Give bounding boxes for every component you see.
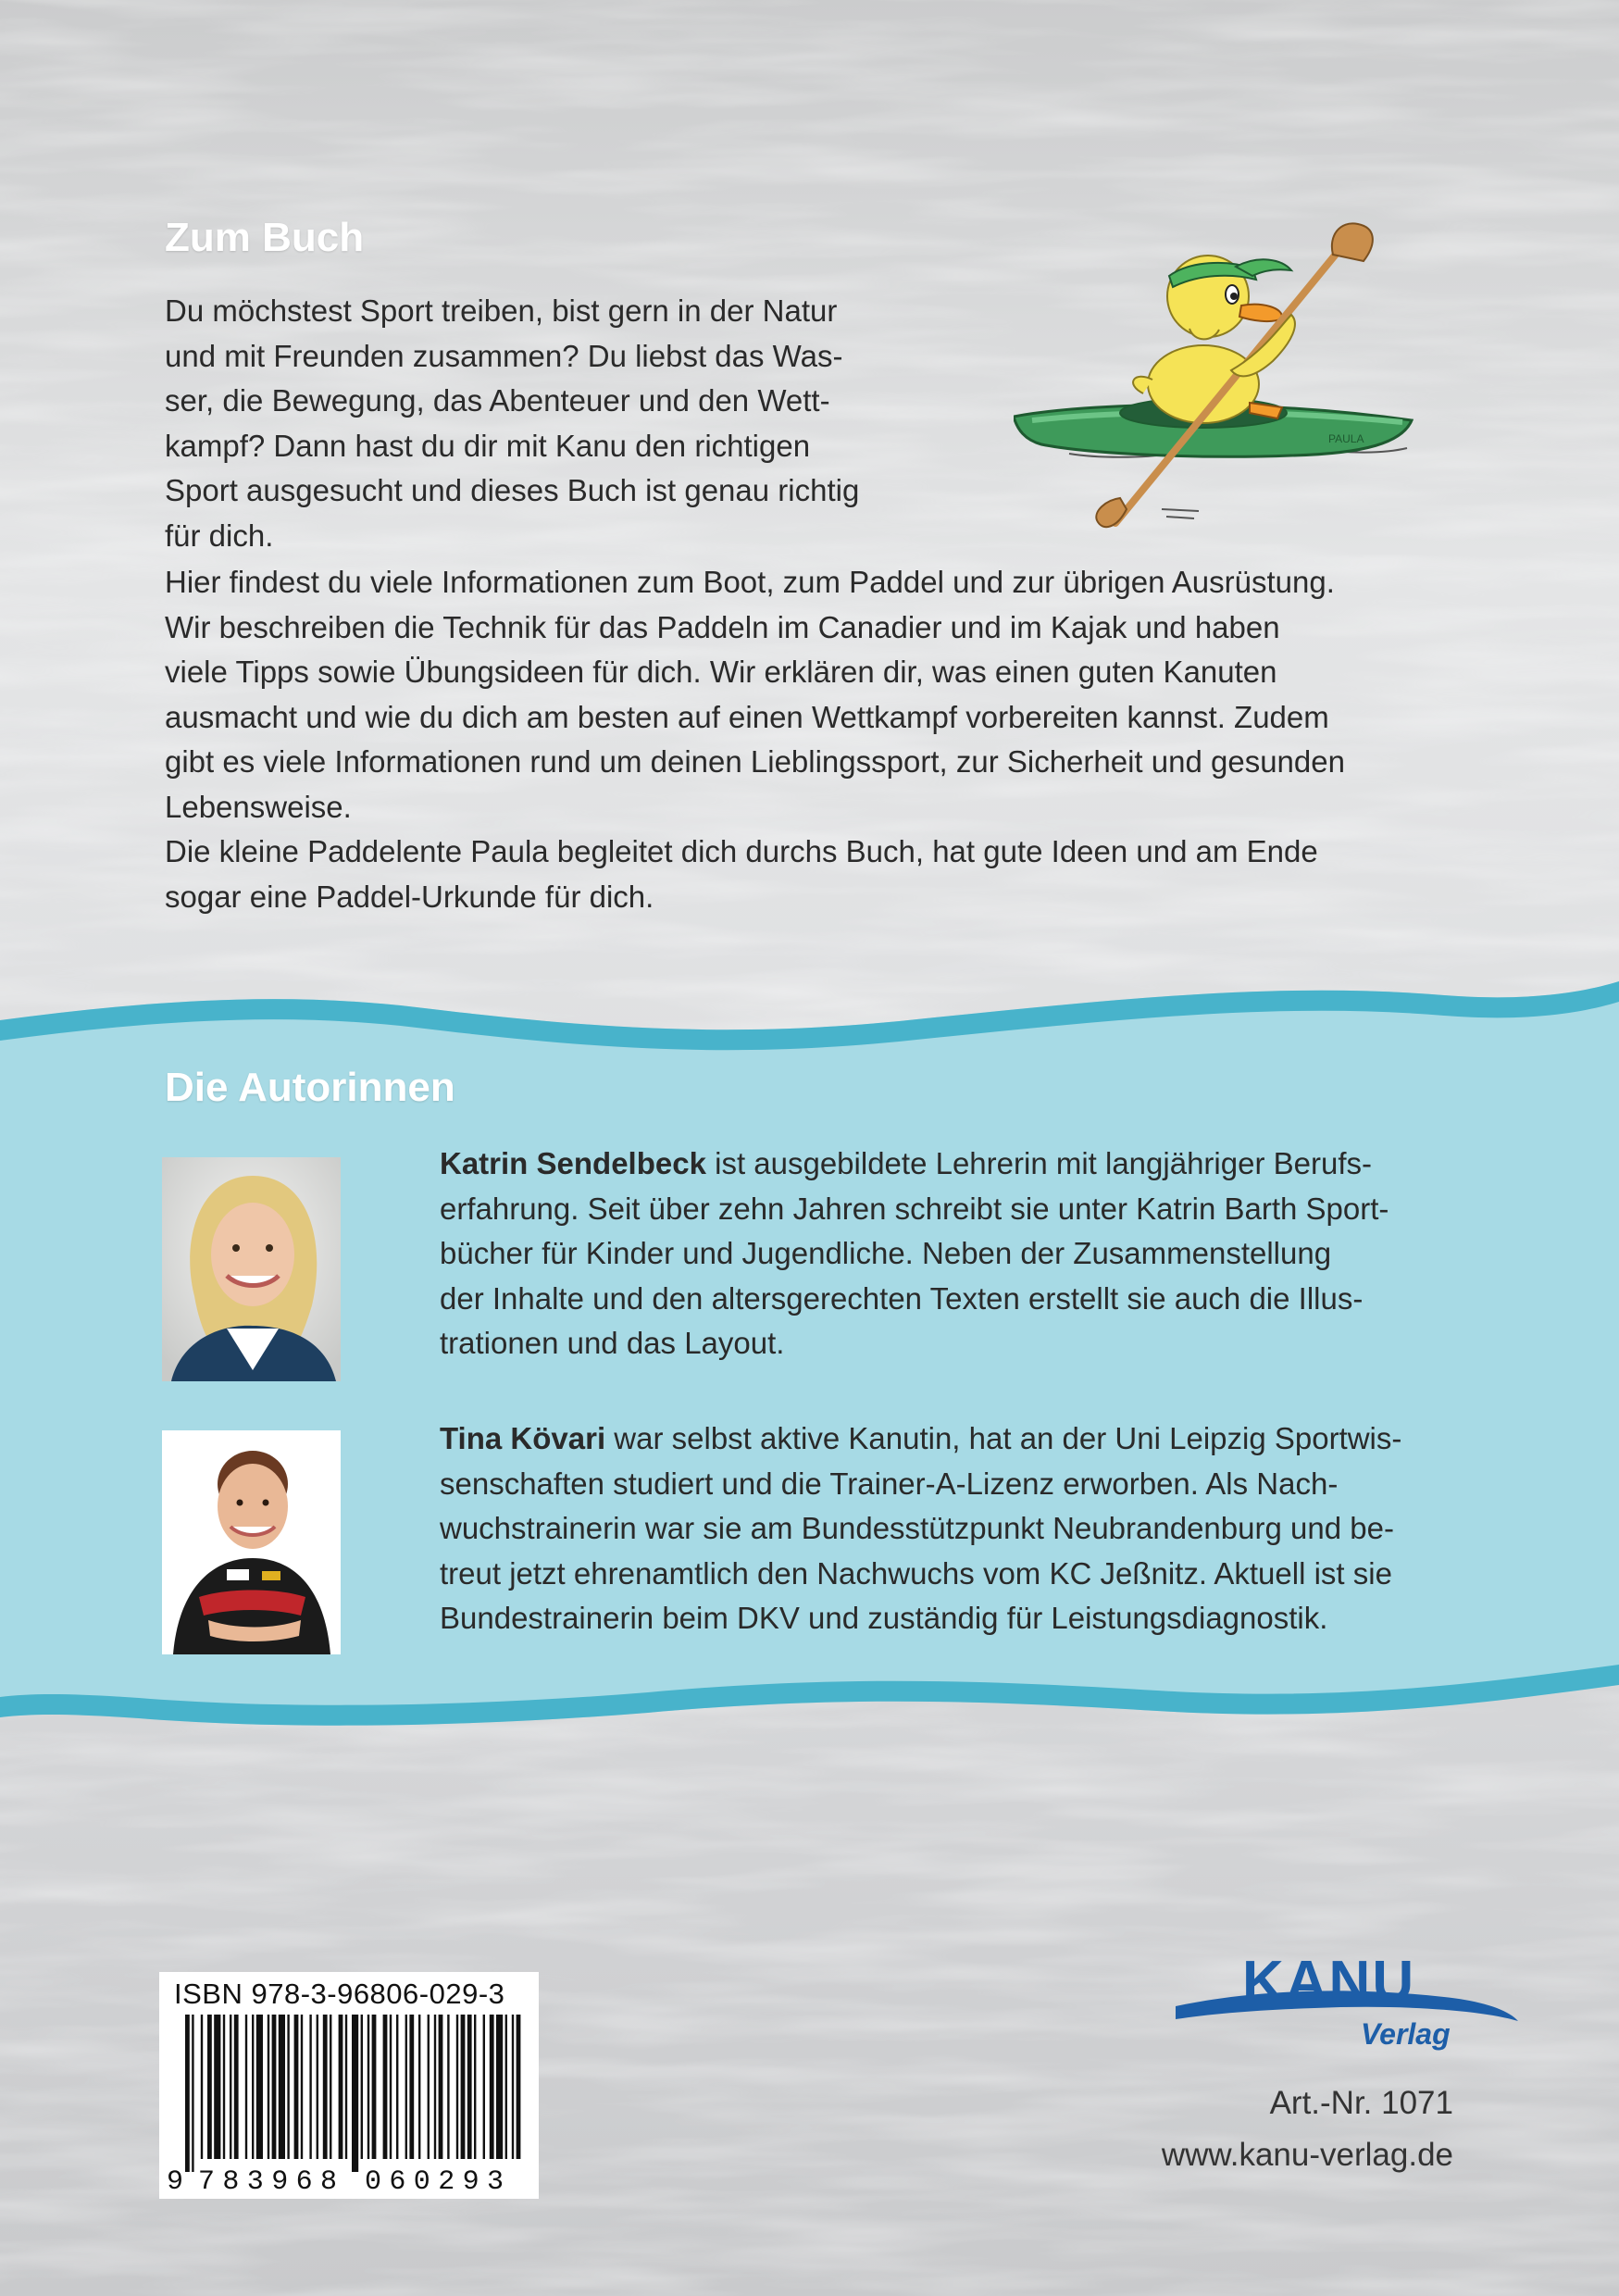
- barcode-bar: [517, 2015, 521, 2159]
- barcode-bar: [192, 2015, 193, 2172]
- barcode-bar: [505, 2015, 507, 2159]
- barcode-bar: [268, 2015, 269, 2159]
- barcode-bar: [367, 2015, 369, 2159]
- author-photo-katrin-sendelbeck: [162, 1157, 341, 1381]
- barcode-bar: [383, 2015, 388, 2159]
- author-bio-katrin-sendelbeck: [440, 1142, 1447, 1366]
- text-line: Hier findest du viele Informationen zum Boot, zum Paddel und zur übrigen Ausrüstung.: [165, 565, 1335, 599]
- barcode-bar: [272, 2015, 277, 2159]
- text-line: ser, die Bewegung, das Abenteuer und den Wett-: [165, 383, 830, 418]
- text-line: erfahrung. Seit über zehn Jahren schreibt sie unter Katrin Barth Sport-: [440, 1191, 1389, 1226]
- duck-kayak-illustration: [1014, 222, 1421, 537]
- text-line: trationen und das Layout.: [440, 1326, 785, 1360]
- barcode-bar: [323, 2015, 328, 2159]
- barcode-bar: [214, 2015, 220, 2159]
- text-line: [440, 1416, 1447, 1462]
- barcode-bar: [372, 2015, 377, 2159]
- barcode-bar: [223, 2015, 225, 2159]
- barcode-bar: [439, 2015, 443, 2159]
- barcode-bar: [207, 2015, 212, 2159]
- barcode-bar: [456, 2015, 458, 2159]
- publisher-website: www.kanu-verlag.de: [1161, 2137, 1453, 2173]
- barcode-bar: [396, 2015, 398, 2159]
- text-line: Bundestrainerin beim DKV und zuständig für Leistungsdiagnostik.: [440, 1601, 1328, 1635]
- barcode-bar: [418, 2015, 420, 2159]
- barcode-bar: [405, 2015, 407, 2159]
- text-line: Lebensweise.: [165, 789, 352, 824]
- barcode-digits-left: 783968: [198, 2166, 337, 2198]
- barcode-bar: [330, 2015, 331, 2159]
- text-line: Wir beschreiben die Technik für das Paddeln im Canadier und im Kajak und haben: [165, 609, 1280, 644]
- text-line: ausmacht und wie du dich am besten auf einen Wettkampf vorbereiten kannst. Zudem: [165, 699, 1329, 734]
- text-line: Du möchstest Sport treiben, bist gern in der Natur: [165, 293, 838, 328]
- text-line: viele Tipps sowie Übungsideen für dich. Wir erklären dir, was einen guten Kanuten: [165, 655, 1277, 689]
- barcode-bar: [201, 2015, 203, 2159]
- text-line: sogar eine Paddel-Urkunde für dich.: [165, 879, 654, 914]
- text-line: kampf? Dann hast du dir mit Kanu den richtigen: [165, 428, 811, 463]
- barcode-bar: [467, 2015, 472, 2159]
- barcode-digit-lead: 9: [167, 2166, 184, 2198]
- text-fragment: war selbst aktive Kanutin, hat an der Uni Leipzig Sportwis-: [605, 1421, 1402, 1455]
- text-line: Sport ausgesucht und dieses Buch ist genau richtig: [165, 473, 860, 507]
- text-line: treut jetzt ehrenamtlich den Nachwuchs vom KC Jeßnitz. Aktuell ist sie: [440, 1555, 1392, 1591]
- text-fragment: ist ausgebildete Lehrerin mit langjähriger Berufs-: [705, 1146, 1372, 1180]
- text-line: senschaften studiert und die Trainer-A-Lizenz erworben. Als Nach-: [440, 1466, 1339, 1501]
- text-line: [440, 1142, 1447, 1187]
- barcode-bar: [490, 2015, 494, 2159]
- barcode-digits-right: 060293: [365, 2166, 504, 2198]
- barcode-bars: [159, 1972, 539, 2199]
- barcode-bar: [185, 2015, 190, 2172]
- barcode-bar: [279, 2015, 285, 2159]
- barcode-bar: [339, 2015, 343, 2159]
- barcode-bar: [245, 2015, 247, 2159]
- book-description-paragraphs: [165, 560, 1447, 919]
- barcode-bar: [294, 2015, 299, 2159]
- barcode-bar: [461, 2015, 466, 2159]
- logo-wordmark: KANU: [1242, 1950, 1416, 2014]
- barcode-bar: [512, 2015, 514, 2159]
- text-line: wuchstrainerin war sie am Bundesstützpunkt Neubrandenburg und be-: [440, 1511, 1394, 1545]
- article-number: Art.-Nr. 1071: [1269, 2085, 1453, 2121]
- barcode-bar: [361, 2015, 363, 2159]
- text-line: gibt es viele Informationen rund um deinen Lieblingssport, zur Sicherheit und gesunden: [165, 744, 1345, 779]
- barcode-bar: [317, 2015, 318, 2159]
- barcode-bar: [447, 2015, 449, 2159]
- text-line: für dich.: [165, 518, 274, 553]
- barcode-bar: [230, 2015, 231, 2159]
- book-section-heading: Zum Buch: [165, 215, 365, 260]
- barcode-bar: [352, 2015, 358, 2172]
- author-photo-tina-kovari: [162, 1430, 341, 1654]
- barcode-bar: [434, 2015, 436, 2159]
- isbn-label: ISBN 978-3-96806-029-3: [174, 1978, 505, 2010]
- authors-section-heading: Die Autorinnen: [165, 1065, 455, 1110]
- author-name: Tina Kövari: [440, 1421, 606, 1455]
- barcode-bar: [474, 2015, 476, 2159]
- barcode-bar: [496, 2015, 503, 2159]
- logo-subtitle: Verlag: [1361, 2017, 1451, 2051]
- author-name: Katrin Sendelbeck: [440, 1146, 706, 1180]
- barcode-bar: [309, 2015, 311, 2159]
- barcode-bar: [428, 2015, 430, 2159]
- barcode-bar: [390, 2015, 392, 2159]
- text-line: und mit Freunden zusammen? Du liebst das Was-: [165, 338, 843, 373]
- text-line: bücher für Kinder und Jugendliche. Neben der Zusammenstellung: [440, 1236, 1332, 1270]
- barcode-bar: [483, 2015, 485, 2159]
- barcode-bar: [301, 2015, 303, 2159]
- text-line: Die kleine Paddelente Paula begleitet dich durchs Buch, hat gute Ideen und am Ende: [165, 834, 1318, 868]
- barcode-bar: [287, 2015, 289, 2159]
- kanu-verlag-logo: [1176, 1940, 1518, 2060]
- author-bio-tina-kovari: [440, 1416, 1447, 1641]
- isbn-barcode: [159, 1972, 539, 2199]
- barcode-bar: [234, 2015, 239, 2159]
- barcode-bar: [409, 2015, 414, 2159]
- barcode-bar: [345, 2015, 347, 2159]
- boat-name-label: PAULA: [1328, 432, 1364, 445]
- barcode-bar: [252, 2015, 254, 2159]
- book-intro-paragraph: [165, 289, 912, 558]
- barcode-bar: [256, 2015, 263, 2159]
- text-line: der Inhalte und den altersgerechten Texten erstellt sie auch die Illus-: [440, 1280, 1364, 1316]
